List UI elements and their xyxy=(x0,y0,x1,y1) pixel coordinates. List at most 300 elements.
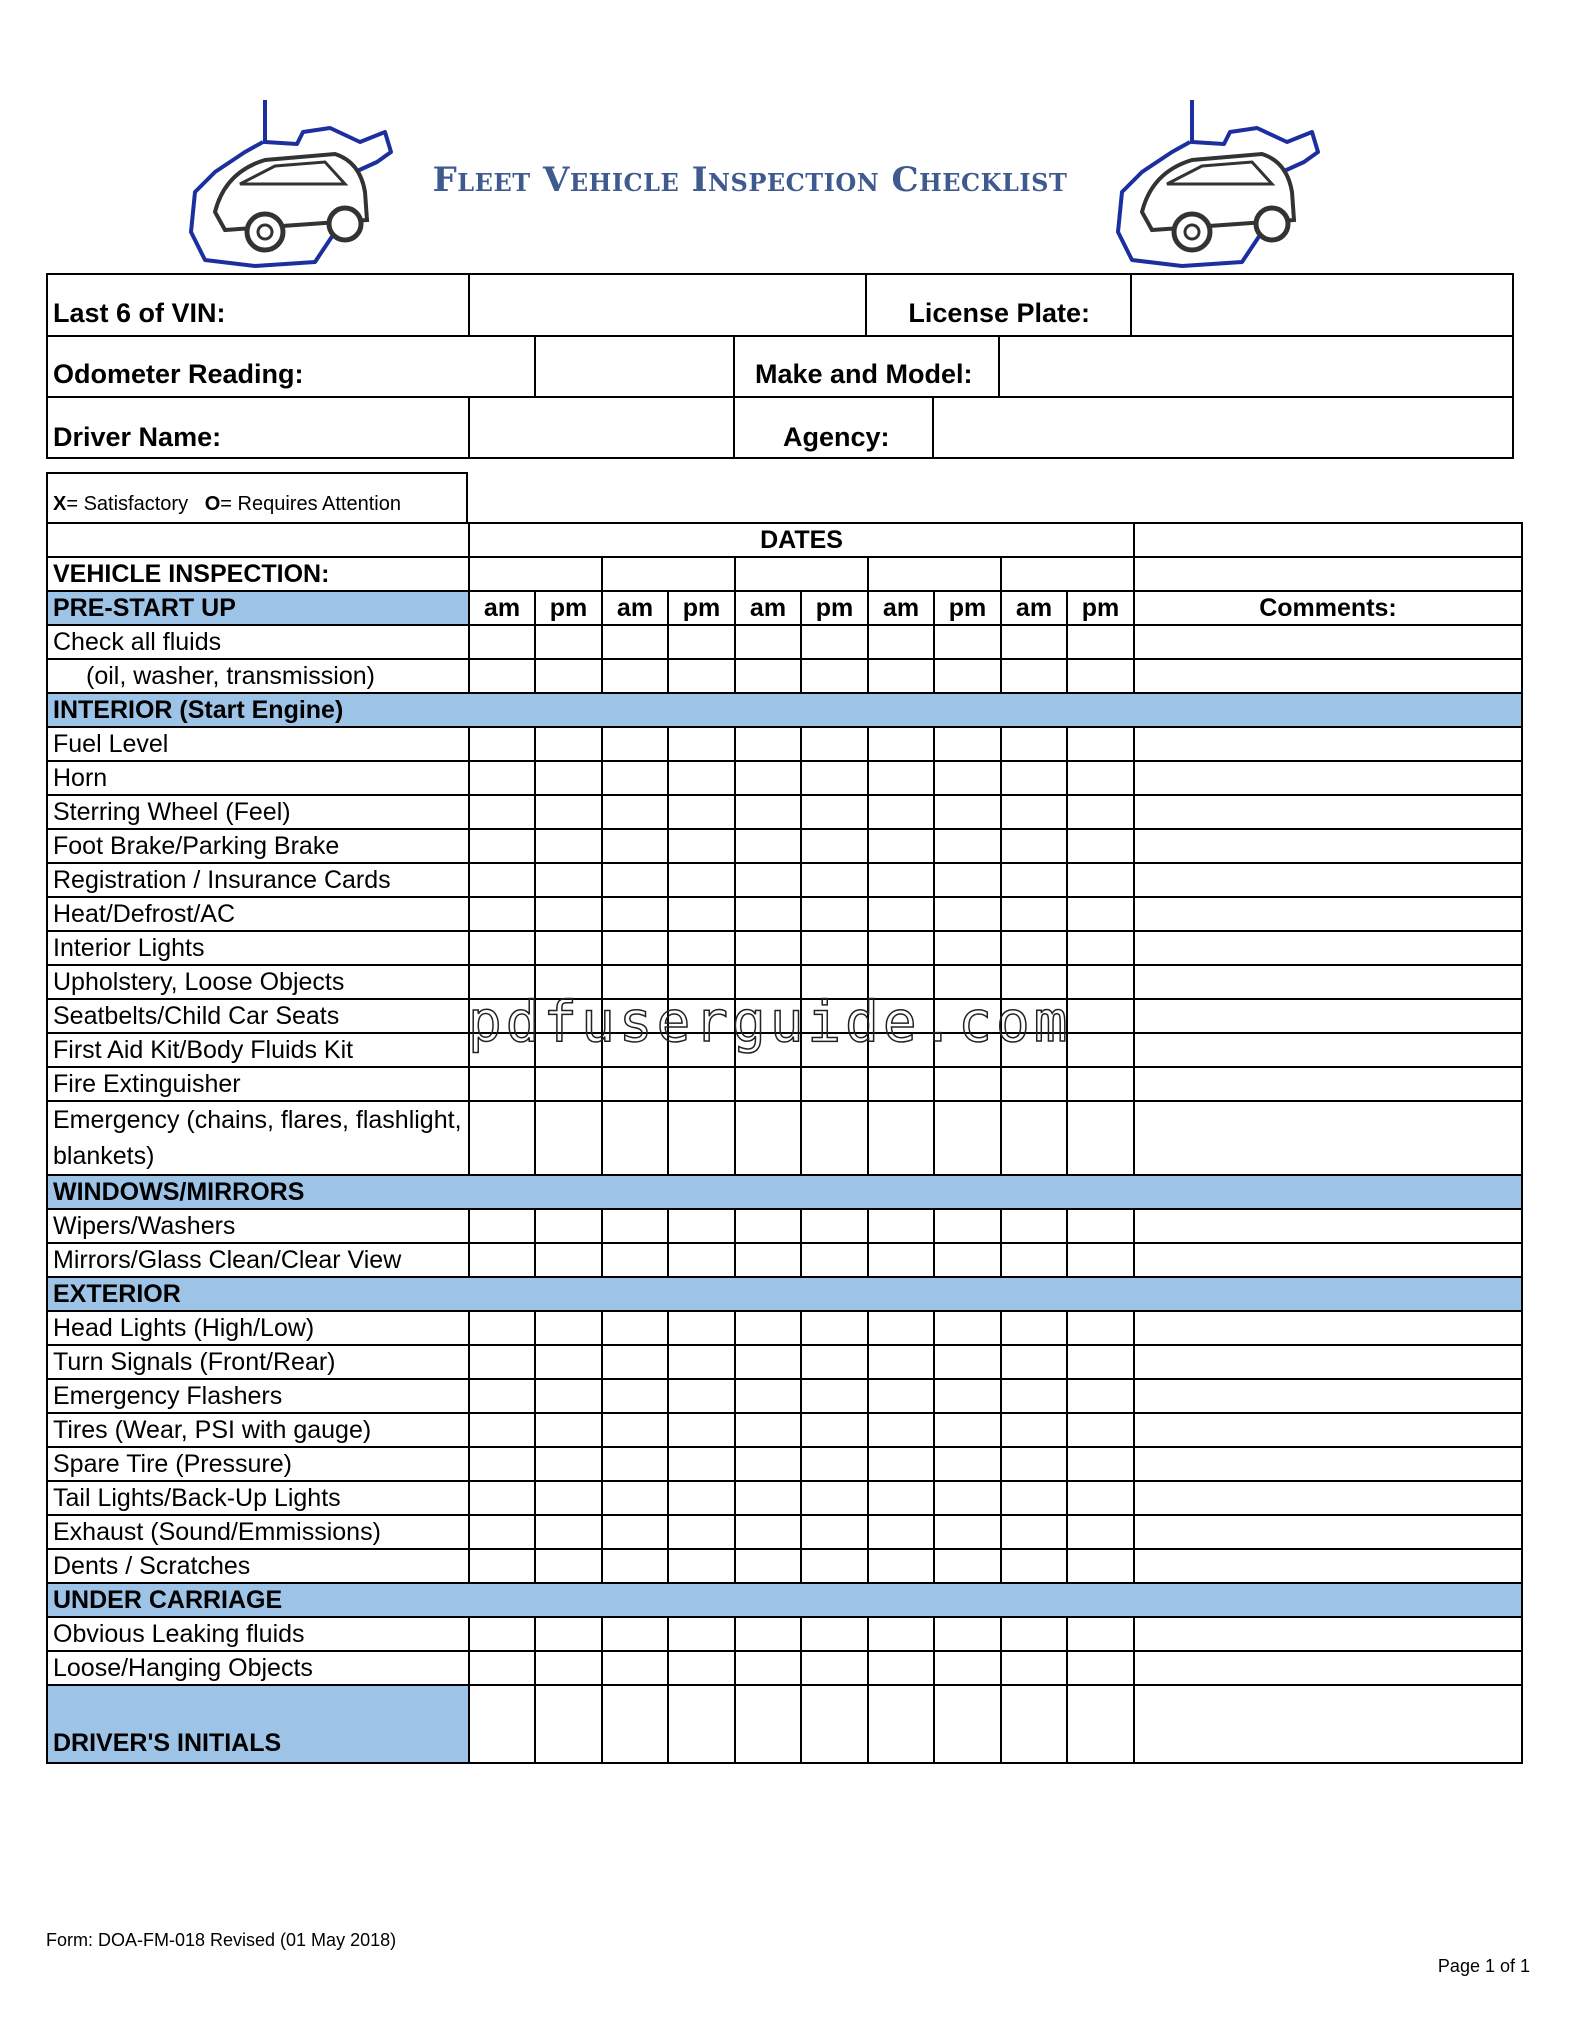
pm-header: pm xyxy=(801,591,868,625)
check-cell[interactable] xyxy=(602,659,668,693)
check-cell[interactable] xyxy=(868,1067,934,1101)
check-cell[interactable] xyxy=(469,1651,535,1685)
date-field[interactable] xyxy=(868,557,1001,591)
check-cell[interactable] xyxy=(1067,999,1134,1033)
check-cell[interactable] xyxy=(1067,1413,1134,1447)
check-cell[interactable] xyxy=(1001,1379,1067,1413)
comment-cell[interactable] xyxy=(1134,625,1522,659)
check-cell[interactable] xyxy=(668,863,735,897)
check-cell[interactable] xyxy=(1067,761,1134,795)
comment-cell[interactable] xyxy=(1134,1515,1522,1549)
check-cell[interactable] xyxy=(868,1209,934,1243)
check-cell[interactable] xyxy=(602,761,668,795)
driver-name-field[interactable] xyxy=(468,398,733,459)
check-cell[interactable] xyxy=(868,1311,934,1345)
check-cell[interactable] xyxy=(602,1379,668,1413)
comment-cell[interactable] xyxy=(1134,897,1522,931)
check-cell[interactable] xyxy=(1001,897,1067,931)
plate-field[interactable] xyxy=(1130,275,1514,335)
check-cell[interactable] xyxy=(668,931,735,965)
check-cell[interactable] xyxy=(735,625,801,659)
check-cell[interactable] xyxy=(668,625,735,659)
check-cell[interactable] xyxy=(1067,1379,1134,1413)
check-cell[interactable] xyxy=(1067,965,1134,999)
check-cell[interactable] xyxy=(801,1311,868,1345)
check-cell[interactable] xyxy=(801,829,868,863)
comment-cell[interactable] xyxy=(1134,727,1522,761)
check-cell[interactable] xyxy=(1001,1617,1067,1651)
check-cell[interactable] xyxy=(1067,1447,1134,1481)
check-cell[interactable] xyxy=(735,795,801,829)
check-cell[interactable] xyxy=(735,1311,801,1345)
check-cell[interactable] xyxy=(801,1067,868,1101)
check-cell[interactable] xyxy=(868,863,934,897)
check-cell[interactable] xyxy=(1001,1447,1067,1481)
check-cell[interactable] xyxy=(535,1447,602,1481)
comment-cell[interactable] xyxy=(1134,761,1522,795)
check-cell[interactable] xyxy=(735,1413,801,1447)
check-cell[interactable] xyxy=(469,1447,535,1481)
check-cell[interactable] xyxy=(1001,625,1067,659)
check-cell[interactable] xyxy=(535,659,602,693)
check-cell[interactable] xyxy=(535,727,602,761)
item-row xyxy=(47,625,1522,659)
check-cell[interactable] xyxy=(668,1209,735,1243)
item-label: Obvious Leaking fluids xyxy=(47,1617,469,1651)
check-cell[interactable] xyxy=(535,1549,602,1583)
check-cell[interactable] xyxy=(469,1413,535,1447)
section-title: WINDOWS/MIRRORS xyxy=(47,1175,1522,1209)
check-cell[interactable] xyxy=(469,1311,535,1345)
check-cell[interactable] xyxy=(1067,1311,1134,1345)
check-cell[interactable] xyxy=(668,795,735,829)
check-cell[interactable] xyxy=(1001,727,1067,761)
check-cell[interactable] xyxy=(934,1067,1001,1101)
check-cell[interactable] xyxy=(469,1345,535,1379)
check-cell[interactable] xyxy=(868,1447,934,1481)
check-cell[interactable] xyxy=(469,863,535,897)
check-cell[interactable] xyxy=(934,1413,1001,1447)
check-cell[interactable] xyxy=(934,1345,1001,1379)
item-row xyxy=(47,1243,1522,1277)
check-cell[interactable] xyxy=(735,1243,801,1277)
check-cell[interactable] xyxy=(602,863,668,897)
check-cell[interactable] xyxy=(535,1209,602,1243)
check-cell[interactable] xyxy=(535,1311,602,1345)
comment-cell[interactable] xyxy=(1134,659,1522,693)
check-cell[interactable] xyxy=(602,1209,668,1243)
check-cell[interactable] xyxy=(469,829,535,863)
check-cell[interactable] xyxy=(801,1209,868,1243)
check-cell[interactable] xyxy=(1067,1101,1134,1175)
dates-row xyxy=(47,523,1522,557)
check-cell[interactable] xyxy=(934,1481,1001,1515)
check-cell[interactable] xyxy=(1001,1685,1067,1763)
check-cell[interactable] xyxy=(535,931,602,965)
check-cell[interactable] xyxy=(1001,1345,1067,1379)
check-cell[interactable] xyxy=(934,863,1001,897)
check-cell[interactable] xyxy=(668,1617,735,1651)
check-cell[interactable] xyxy=(934,727,1001,761)
check-cell[interactable] xyxy=(1001,1549,1067,1583)
check-cell[interactable] xyxy=(668,1515,735,1549)
check-cell[interactable] xyxy=(934,761,1001,795)
check-cell[interactable] xyxy=(1001,1311,1067,1345)
check-cell[interactable] xyxy=(801,659,868,693)
check-cell[interactable] xyxy=(868,931,934,965)
check-cell[interactable] xyxy=(934,1379,1001,1413)
check-cell[interactable] xyxy=(535,1243,602,1277)
check-cell[interactable] xyxy=(735,727,801,761)
check-cell[interactable] xyxy=(668,1481,735,1515)
check-cell[interactable] xyxy=(602,829,668,863)
check-cell[interactable] xyxy=(868,1379,934,1413)
comment-cell[interactable] xyxy=(1134,1413,1522,1447)
check-cell[interactable] xyxy=(469,625,535,659)
check-cell[interactable] xyxy=(1067,1243,1134,1277)
check-cell[interactable] xyxy=(469,897,535,931)
check-cell[interactable] xyxy=(735,1379,801,1413)
date-field[interactable] xyxy=(1001,557,1134,591)
item-row xyxy=(47,1209,1522,1243)
check-cell[interactable] xyxy=(801,863,868,897)
check-cell[interactable] xyxy=(668,829,735,863)
check-cell[interactable] xyxy=(801,625,868,659)
comment-cell[interactable] xyxy=(1134,1549,1522,1583)
check-cell[interactable] xyxy=(934,1617,1001,1651)
comment-cell[interactable] xyxy=(1134,965,1522,999)
check-cell[interactable] xyxy=(1067,625,1134,659)
comment-cell[interactable] xyxy=(1134,1651,1522,1685)
check-cell[interactable] xyxy=(469,1617,535,1651)
check-cell[interactable] xyxy=(469,1481,535,1515)
check-cell[interactable] xyxy=(934,1447,1001,1481)
check-cell[interactable] xyxy=(469,1549,535,1583)
check-cell[interactable] xyxy=(1001,1413,1067,1447)
rating-legend xyxy=(46,472,468,524)
check-cell[interactable] xyxy=(934,1685,1001,1763)
check-cell[interactable] xyxy=(602,727,668,761)
comment-cell[interactable] xyxy=(1134,1067,1522,1101)
item-row xyxy=(47,897,1522,931)
check-cell[interactable] xyxy=(801,761,868,795)
check-cell[interactable] xyxy=(735,897,801,931)
check-cell[interactable] xyxy=(801,795,868,829)
check-cell[interactable] xyxy=(934,1515,1001,1549)
check-cell[interactable] xyxy=(668,1447,735,1481)
check-cell[interactable] xyxy=(535,761,602,795)
check-cell[interactable] xyxy=(735,829,801,863)
check-cell[interactable] xyxy=(535,897,602,931)
check-cell[interactable] xyxy=(535,1617,602,1651)
check-cell[interactable] xyxy=(535,863,602,897)
check-cell[interactable] xyxy=(934,795,1001,829)
date-field[interactable] xyxy=(735,557,868,591)
check-cell[interactable] xyxy=(1067,1685,1134,1763)
check-cell[interactable] xyxy=(602,795,668,829)
check-cell[interactable] xyxy=(1001,1101,1067,1175)
check-cell[interactable] xyxy=(735,1067,801,1101)
check-cell[interactable] xyxy=(469,1067,535,1101)
check-cell[interactable] xyxy=(735,659,801,693)
check-cell[interactable] xyxy=(801,1651,868,1685)
check-cell[interactable] xyxy=(535,1067,602,1101)
check-cell[interactable] xyxy=(934,1101,1001,1175)
check-cell[interactable] xyxy=(602,1447,668,1481)
check-cell[interactable] xyxy=(801,1549,868,1583)
check-cell[interactable] xyxy=(735,1209,801,1243)
check-cell[interactable] xyxy=(1001,795,1067,829)
check-cell[interactable] xyxy=(868,795,934,829)
check-cell[interactable] xyxy=(934,897,1001,931)
check-cell[interactable] xyxy=(1001,1067,1067,1101)
check-cell[interactable] xyxy=(868,1101,934,1175)
check-cell[interactable] xyxy=(469,1243,535,1277)
check-cell[interactable] xyxy=(469,931,535,965)
check-cell[interactable] xyxy=(469,1515,535,1549)
check-cell[interactable] xyxy=(868,727,934,761)
check-cell[interactable] xyxy=(868,829,934,863)
check-cell[interactable] xyxy=(868,1345,934,1379)
comment-cell[interactable] xyxy=(1134,1033,1522,1067)
check-cell[interactable] xyxy=(868,1617,934,1651)
check-cell[interactable] xyxy=(801,1447,868,1481)
check-cell[interactable] xyxy=(602,1413,668,1447)
comment-cell[interactable] xyxy=(1134,931,1522,965)
check-cell[interactable] xyxy=(868,1515,934,1549)
check-cell[interactable] xyxy=(535,1413,602,1447)
comment-cell[interactable] xyxy=(1134,999,1522,1033)
check-cell[interactable] xyxy=(469,795,535,829)
check-cell[interactable] xyxy=(801,1515,868,1549)
check-cell[interactable] xyxy=(735,1651,801,1685)
check-cell[interactable] xyxy=(735,1345,801,1379)
check-cell[interactable] xyxy=(735,1549,801,1583)
check-cell[interactable] xyxy=(1001,659,1067,693)
check-cell[interactable] xyxy=(735,761,801,795)
comment-cell[interactable] xyxy=(1134,1617,1522,1651)
check-cell[interactable] xyxy=(668,1067,735,1101)
comment-cell[interactable] xyxy=(1134,829,1522,863)
check-cell[interactable] xyxy=(668,1345,735,1379)
check-cell[interactable] xyxy=(668,1243,735,1277)
check-cell[interactable] xyxy=(602,1101,668,1175)
check-cell[interactable] xyxy=(801,1345,868,1379)
check-cell[interactable] xyxy=(1001,1243,1067,1277)
check-cell[interactable] xyxy=(469,1379,535,1413)
agency-field[interactable] xyxy=(932,398,1514,459)
check-cell[interactable] xyxy=(868,897,934,931)
check-cell[interactable] xyxy=(1067,1481,1134,1515)
info-row-odometer xyxy=(48,337,1512,398)
check-cell[interactable] xyxy=(1067,1067,1134,1101)
check-cell[interactable] xyxy=(934,1651,1001,1685)
check-cell[interactable] xyxy=(1067,1651,1134,1685)
check-cell[interactable] xyxy=(868,659,934,693)
check-cell[interactable] xyxy=(934,1549,1001,1583)
check-cell[interactable] xyxy=(469,1209,535,1243)
check-cell[interactable] xyxy=(1067,863,1134,897)
comment-cell[interactable] xyxy=(1134,1685,1522,1763)
check-cell[interactable] xyxy=(1001,1515,1067,1549)
check-cell[interactable] xyxy=(602,931,668,965)
check-cell[interactable] xyxy=(735,1481,801,1515)
check-cell[interactable] xyxy=(1001,863,1067,897)
check-cell[interactable] xyxy=(801,1413,868,1447)
check-cell[interactable] xyxy=(602,1345,668,1379)
watermark: pdfuserguide.com xyxy=(468,990,1072,1055)
check-cell[interactable] xyxy=(668,1651,735,1685)
check-cell[interactable] xyxy=(735,1447,801,1481)
check-cell[interactable] xyxy=(801,1243,868,1277)
check-cell[interactable] xyxy=(735,1617,801,1651)
odometer-field[interactable] xyxy=(534,337,733,396)
check-cell[interactable] xyxy=(801,1101,868,1175)
check-cell[interactable] xyxy=(868,1413,934,1447)
check-cell[interactable] xyxy=(602,625,668,659)
comment-cell[interactable] xyxy=(1134,863,1522,897)
check-cell[interactable] xyxy=(1067,795,1134,829)
check-cell[interactable] xyxy=(602,1685,668,1763)
check-cell[interactable] xyxy=(668,761,735,795)
check-cell[interactable] xyxy=(868,1243,934,1277)
check-cell[interactable] xyxy=(801,727,868,761)
check-cell[interactable] xyxy=(801,1617,868,1651)
check-cell[interactable] xyxy=(535,1515,602,1549)
check-cell[interactable] xyxy=(1067,727,1134,761)
check-cell[interactable] xyxy=(1067,1209,1134,1243)
check-cell[interactable] xyxy=(668,1549,735,1583)
check-cell[interactable] xyxy=(1067,1617,1134,1651)
check-cell[interactable] xyxy=(469,1685,535,1763)
check-cell[interactable] xyxy=(602,1617,668,1651)
comment-cell[interactable] xyxy=(1134,1447,1522,1481)
check-cell[interactable] xyxy=(1067,1345,1134,1379)
check-cell[interactable] xyxy=(668,897,735,931)
check-cell[interactable] xyxy=(469,659,535,693)
check-cell[interactable] xyxy=(1067,1515,1134,1549)
check-cell[interactable] xyxy=(801,931,868,965)
check-cell[interactable] xyxy=(801,1481,868,1515)
check-cell[interactable] xyxy=(1001,1481,1067,1515)
check-cell[interactable] xyxy=(535,625,602,659)
check-cell[interactable] xyxy=(535,1685,602,1763)
item-label: Tail Lights/Back-Up Lights xyxy=(47,1481,469,1515)
check-cell[interactable] xyxy=(1067,829,1134,863)
check-cell[interactable] xyxy=(668,1311,735,1345)
check-cell[interactable] xyxy=(1001,829,1067,863)
make-model-field[interactable] xyxy=(998,337,1514,396)
check-cell[interactable] xyxy=(535,1651,602,1685)
item-row xyxy=(47,1067,1522,1101)
check-cell[interactable] xyxy=(934,659,1001,693)
check-cell[interactable] xyxy=(735,931,801,965)
check-cell[interactable] xyxy=(735,863,801,897)
check-cell[interactable] xyxy=(668,659,735,693)
check-cell[interactable] xyxy=(1001,761,1067,795)
comment-cell[interactable] xyxy=(1134,1101,1522,1175)
check-cell[interactable] xyxy=(668,1685,735,1763)
check-cell[interactable] xyxy=(535,829,602,863)
check-cell[interactable] xyxy=(535,1101,602,1175)
check-cell[interactable] xyxy=(801,1379,868,1413)
check-cell[interactable] xyxy=(1001,1651,1067,1685)
comment-cell[interactable] xyxy=(1134,1481,1522,1515)
check-cell[interactable] xyxy=(1067,897,1134,931)
check-cell[interactable] xyxy=(1067,659,1134,693)
check-cell[interactable] xyxy=(868,1549,934,1583)
check-cell[interactable] xyxy=(602,1549,668,1583)
check-cell[interactable] xyxy=(602,1651,668,1685)
check-cell[interactable] xyxy=(735,1515,801,1549)
check-cell[interactable] xyxy=(934,1311,1001,1345)
check-cell[interactable] xyxy=(1067,1033,1134,1067)
check-cell[interactable] xyxy=(801,897,868,931)
check-cell[interactable] xyxy=(934,1243,1001,1277)
check-cell[interactable] xyxy=(735,1101,801,1175)
comment-cell[interactable] xyxy=(1134,1379,1522,1413)
check-cell[interactable] xyxy=(668,1101,735,1175)
check-cell[interactable] xyxy=(602,1515,668,1549)
check-cell[interactable] xyxy=(868,761,934,795)
vin-field[interactable] xyxy=(468,275,865,335)
check-cell[interactable] xyxy=(668,1379,735,1413)
check-cell[interactable] xyxy=(469,1101,535,1175)
check-cell[interactable] xyxy=(668,1413,735,1447)
check-cell[interactable] xyxy=(469,761,535,795)
check-cell[interactable] xyxy=(868,625,934,659)
check-cell[interactable] xyxy=(801,1685,868,1763)
check-cell[interactable] xyxy=(602,1481,668,1515)
check-cell[interactable] xyxy=(535,795,602,829)
check-cell[interactable] xyxy=(934,1209,1001,1243)
check-cell[interactable] xyxy=(602,1067,668,1101)
date-field[interactable] xyxy=(469,557,602,591)
check-cell[interactable] xyxy=(535,1345,602,1379)
date-field[interactable] xyxy=(602,557,735,591)
check-cell[interactable] xyxy=(535,1481,602,1515)
check-cell[interactable] xyxy=(1067,1549,1134,1583)
vehicle-inspection-label: VEHICLE INSPECTION: xyxy=(47,557,469,591)
comment-cell[interactable] xyxy=(1134,1209,1522,1243)
comment-cell[interactable] xyxy=(1134,1243,1522,1277)
check-cell[interactable] xyxy=(868,1651,934,1685)
check-cell[interactable] xyxy=(934,931,1001,965)
check-cell[interactable] xyxy=(735,1685,801,1763)
check-cell[interactable] xyxy=(1067,931,1134,965)
section-row xyxy=(47,1277,1522,1311)
check-cell[interactable] xyxy=(1001,1209,1067,1243)
check-cell[interactable] xyxy=(602,1243,668,1277)
check-cell[interactable] xyxy=(1001,931,1067,965)
check-cell[interactable] xyxy=(602,897,668,931)
check-cell[interactable] xyxy=(469,727,535,761)
item-label: Seatbelts/Child Car Seats xyxy=(47,999,469,1033)
check-cell[interactable] xyxy=(868,1481,934,1515)
comment-cell[interactable] xyxy=(1134,1345,1522,1379)
check-cell[interactable] xyxy=(934,625,1001,659)
check-cell[interactable] xyxy=(668,727,735,761)
item-row xyxy=(47,1481,1522,1515)
check-cell[interactable] xyxy=(535,1379,602,1413)
check-cell[interactable] xyxy=(602,1311,668,1345)
comment-cell[interactable] xyxy=(1134,1311,1522,1345)
comment-cell[interactable] xyxy=(1134,795,1522,829)
check-cell[interactable] xyxy=(868,1685,934,1763)
driver-name-label: Driver Name: xyxy=(53,422,222,452)
check-cell[interactable] xyxy=(934,829,1001,863)
item-label: Dents / Scratches xyxy=(47,1549,469,1583)
